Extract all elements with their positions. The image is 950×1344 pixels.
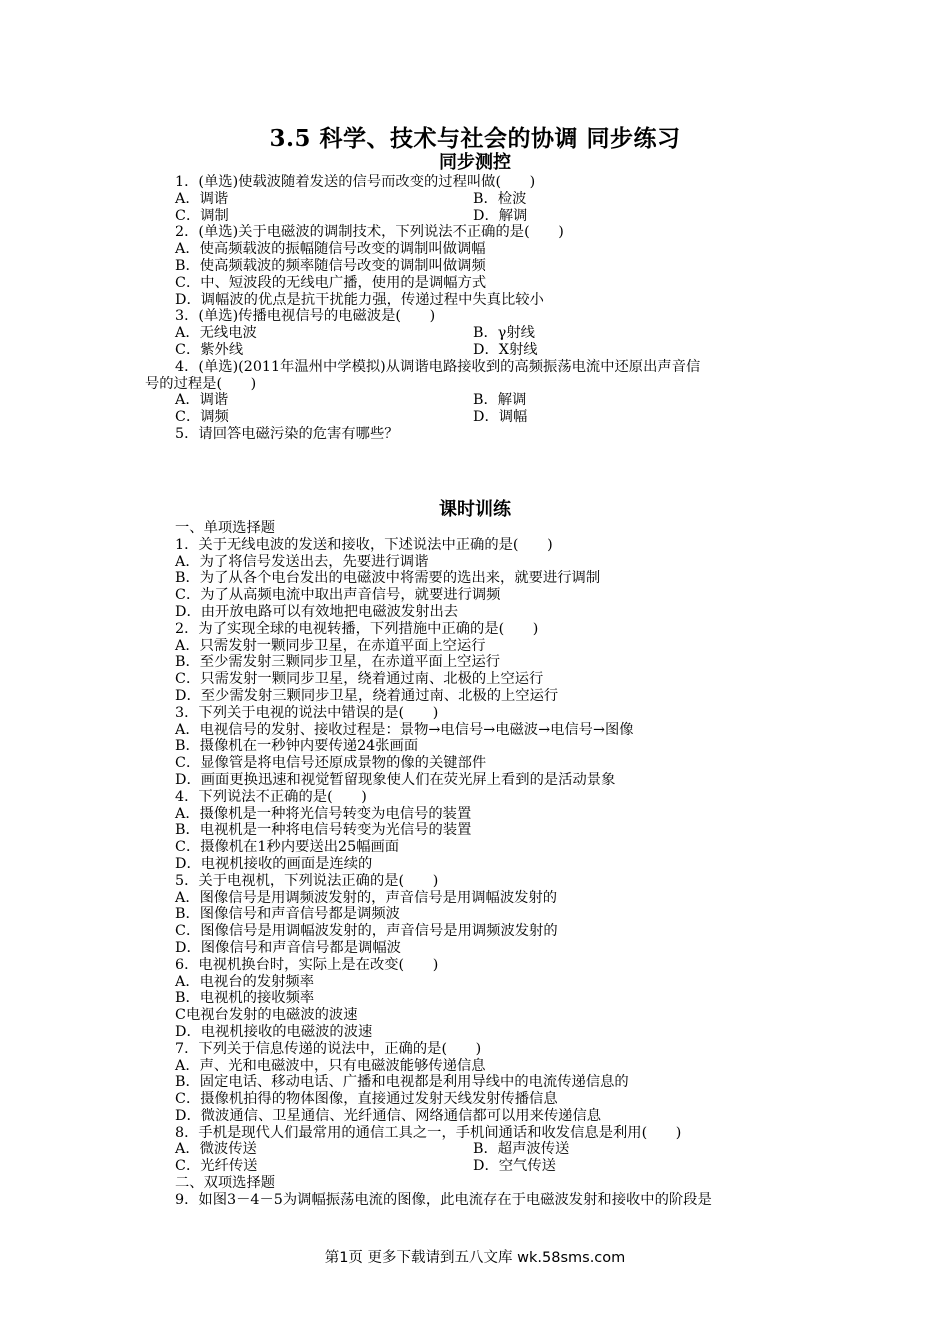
option-text: B．检波 — [473, 190, 527, 207]
question-text: 8．手机是现代人们最常用的通信工具之一，手机间通话和收发信息是利用( ) — [175, 1124, 682, 1141]
option-text: D．解调 — [473, 207, 528, 224]
question-text: 9．如图3－4－5为调幅振荡电流的图像，此电流存在于电磁波发射和接收中的阶段是 — [175, 1191, 712, 1208]
question-text: 2．为了实现全球的电视转播，下列措施中正确的是( ) — [175, 620, 539, 637]
page-footer: 第1页 更多下载请到五八文库 wk.58sms.com — [324, 1250, 626, 1266]
option-text: B．图像信号和声音信号都是调频波 — [175, 906, 400, 923]
option-text: C．显像管是将电信号还原成景物的像的关键部件 — [175, 755, 487, 772]
question-continuation: 号的过程是( ) — [145, 375, 257, 392]
option-text: A．无线电波 — [175, 325, 257, 342]
question-text: 2．(单选)关于电磁波的调制技术，下列说法不正确的是( ) — [175, 224, 564, 241]
question-text: 4．(单选)(2011年温州中学模拟)从调谐电路接收到的高频振荡电流中还原出声音信 — [175, 358, 701, 375]
question-text: 4．下列说法不正确的是( ) — [175, 788, 367, 805]
option-text: C．中、短波段的无线电广播，使用的是调幅方式 — [175, 274, 487, 291]
option-text: D．图像信号和声音信号都是调幅波 — [175, 939, 401, 956]
option-text: B．γ射线 — [473, 325, 535, 342]
section-sync-test-questions — [145, 174, 825, 443]
question-text: 1．(单选)使载波随着发送的信号而改变的过程叫做( ) — [175, 174, 536, 190]
option-text: B．摄像机在一秒钟内要传递24张画面 — [175, 738, 419, 755]
question-text: 3．(单选)传播电视信号的电磁波是( ) — [175, 308, 436, 325]
option-pair — [145, 191, 825, 208]
option-pair — [145, 208, 825, 225]
option-text: A．调谐 — [175, 190, 229, 207]
option-text: C．调频 — [175, 409, 229, 426]
option-text: B．固定电话、移动电话、广播和电视都是利用导线中的电流传递信息的 — [175, 1074, 629, 1091]
option-text: D．电视机接收的画面是连续的 — [175, 855, 373, 872]
question-text: 二、双项选择题 — [175, 1175, 276, 1192]
option-text: C．紫外线 — [175, 341, 244, 358]
document-title: 3.5 科学、技术与社会的协调 同步练习 — [269, 125, 681, 152]
option-text: A．为了将信号发送出去，先要进行调谐 — [175, 553, 429, 570]
option-text: D．电视机接收的电磁波的波速 — [175, 1023, 373, 1040]
option-pair — [145, 325, 825, 342]
option-text: B．解调 — [473, 392, 527, 409]
question-text: 5．关于电视机，下列说法正确的是( ) — [175, 872, 439, 889]
option-text: D．空气传送 — [473, 1158, 556, 1175]
option-text: D．至少需发射三颗同步卫星，绕着通过南、北极的上空运行 — [175, 687, 559, 704]
section-title-sync-test: 同步测控 — [439, 152, 511, 173]
option-pair — [145, 1158, 825, 1175]
section-title-lesson-training: 课时训练 — [439, 499, 511, 520]
option-pair — [145, 392, 825, 409]
question-text: 1．关于无线电波的发送和接收，下述说法中正确的是( ) — [175, 536, 553, 553]
option-text: C．只需发射一颗同步卫星，绕着通过南、北极的上空运行 — [175, 671, 544, 688]
option-text: A．图像信号是用调频波发射的，声音信号是用调幅波发射的 — [175, 889, 558, 906]
option-text: A．电视信号的发射、接收过程是：景物→电信号→电磁波→电信号→图像 — [175, 721, 634, 738]
option-text: C．图像信号是用调幅波发射的，声音信号是用调频波发射的 — [175, 923, 558, 940]
option-text: C电视台发射的电磁波的波速 — [175, 1007, 358, 1024]
option-text: D．画面更换迅速和视觉暂留现象使人们在荧光屏上看到的是活动景象 — [175, 771, 616, 788]
option-text: A．调谐 — [175, 392, 229, 409]
option-text: D．X射线 — [473, 341, 538, 358]
option-text: D．由开放电路可以有效地把电磁波发射出去 — [175, 603, 459, 620]
option-text: C．摄像机拍得的物体图像，直接通过发射天线发射传播信息 — [175, 1091, 558, 1108]
option-text: B．至少需发射三颗同步卫星，在赤道平面上空运行 — [175, 654, 501, 671]
question-text: 一、单项选择题 — [175, 520, 276, 536]
option-text: C．光纤传送 — [175, 1158, 258, 1175]
option-text: B．电视机的接收频率 — [175, 990, 315, 1007]
option-text: A．使高频载波的振幅随信号改变的调制叫做调幅 — [175, 241, 486, 258]
option-text: B．为了从各个电台发出的电磁波中将需要的选出来，就要进行调制 — [175, 570, 601, 587]
option-text: D．调幅波的优点是抗干扰能力强，传递过程中失真比较小 — [175, 291, 544, 308]
option-text: A．只需发射一颗同步卫星，在赤道平面上空运行 — [175, 637, 486, 654]
option-text: D．调幅 — [473, 409, 528, 426]
question-text: 3．下列关于电视的说法中错误的是( ) — [175, 704, 439, 721]
section-lesson-training-questions — [145, 520, 825, 1209]
option-text: D．微波通信、卫星通信、光纤通信、网络通信都可以用来传递信息 — [175, 1107, 602, 1124]
option-pair — [145, 342, 825, 359]
option-text: B．超声波传送 — [473, 1141, 570, 1158]
option-text: C．摄像机在1秒内要送出25幅画面 — [175, 839, 400, 856]
question-text: 7．下列关于信息传递的说法中，正确的是( ) — [175, 1040, 482, 1057]
question-text: 5．请回答电磁污染的危害有哪些？ — [175, 425, 399, 442]
option-text: C．调制 — [175, 207, 229, 224]
option-text: A．声、光和电磁波中，只有电磁波能够传递信息 — [175, 1057, 486, 1074]
option-pair — [145, 1141, 825, 1158]
option-text: A．电视台的发射频率 — [175, 973, 314, 990]
option-text: C．为了从高频电流中取出声音信号，就要进行调频 — [175, 587, 501, 604]
option-text: A．摄像机是一种将光信号转变为电信号的装置 — [175, 805, 472, 822]
question-text: 6．电视机换台时，实际上是在改变( ) — [175, 956, 439, 973]
option-text: A．微波传送 — [175, 1141, 257, 1158]
option-pair — [145, 409, 825, 426]
option-text: B．使高频载波的频率随信号改变的调制叫做调频 — [175, 257, 486, 274]
option-text: B．电视机是一种将电信号转变为光信号的装置 — [175, 822, 472, 839]
